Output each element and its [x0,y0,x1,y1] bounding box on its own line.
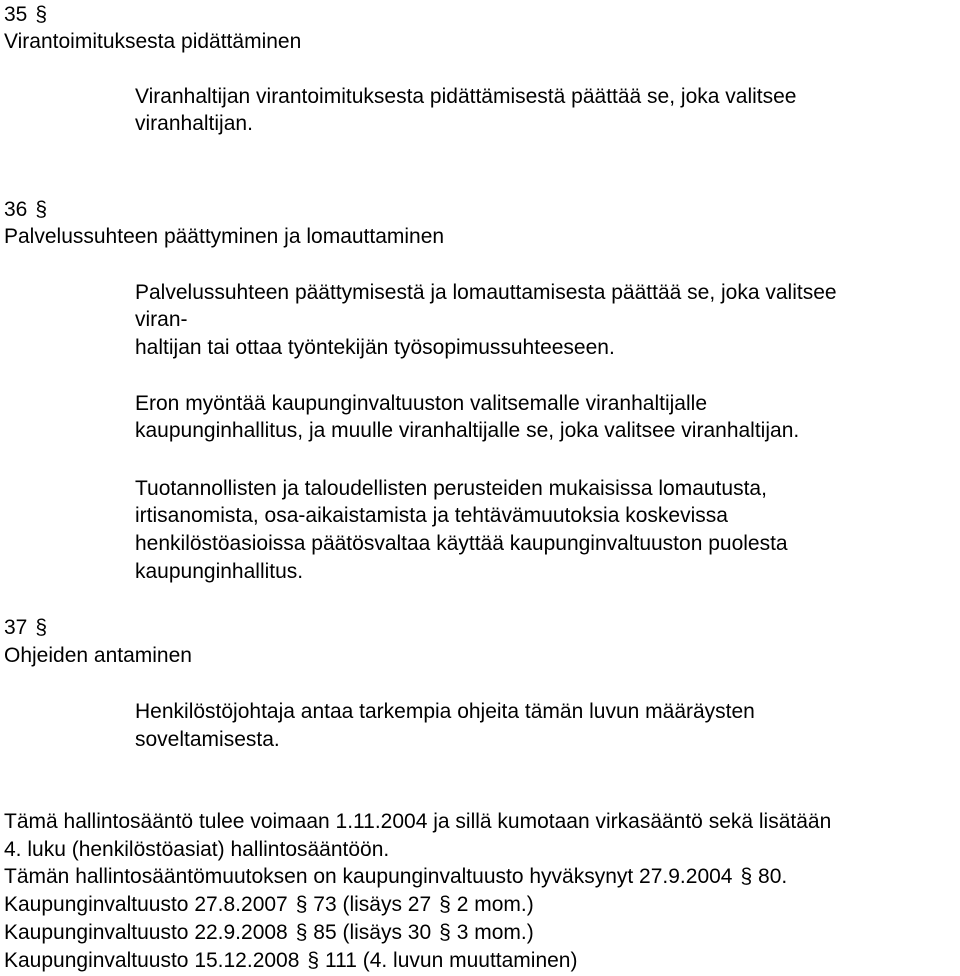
history-line [4,890,534,919]
section-36-paragraph-1-line: haltijan tai ottaa työntekijän työsopimussuhteeseen. [135,336,615,359]
section-35-paragraph-line: viranhaltijan. [135,112,253,135]
history-text: Kaupunginvaltuusto 15.12.2008 [4,949,300,972]
section-symbol: § [740,865,753,888]
section-symbol: § [439,893,451,916]
section-37-paragraph-line: Henkilöstöjohtaja antaa tarkempia ohjeita tämän luvun määräysten [135,700,755,723]
section-symbol: § [35,616,48,639]
history-text: 111 (4. luvun muuttaminen) [324,949,578,972]
section-37-heading [4,613,47,642]
history-text: 2 mom.) [456,893,534,916]
section-36-paragraph-3-line: kaupunginhallitus. [135,560,304,583]
effective-date-line: Tämä hallintosääntö tulee voimaan 1.11.2004 ja sillä kumotaan virkasääntö sekä lisätään [4,810,832,833]
history-text: 3 mom.) [456,921,534,944]
section-36-paragraph-1-line: viran- [135,308,188,331]
section-symbol: § [295,893,308,916]
section-36-paragraph-3-line: Tuotannollisten ja taloudellisten perusteiden mukaisissa lomautusta, [135,477,767,500]
section-37-paragraph-line: soveltamisesta. [135,728,280,751]
history-text: Kaupunginvaltuusto 27.8.2007 [4,893,288,916]
section-36-title: Palvelussuhteen päättyminen ja lomauttaminen [4,225,445,248]
section-37-number: 37 [4,616,28,639]
section-35-paragraph-line: Viranhaltijan virantoimituksesta pidättämisestä päättää se, joka valitsee [135,85,797,108]
section-35-number: 35 [4,3,28,26]
section-symbol: § [295,921,308,944]
section-36-paragraph-2-line: kaupunginhallitus, ja muulle viranhaltijalle se, joka valitsee viranhaltijan. [135,419,800,442]
effective-date-line: 4. luku (henkilöstöasiat) hallintosääntöön. [4,838,390,861]
section-36-heading [4,195,47,224]
section-symbol: § [307,949,320,972]
history-line [4,918,534,947]
amendment-number: 80. [758,865,788,888]
section-35-heading [4,0,47,29]
history-text: Kaupunginvaltuusto 22.9.2008 [4,921,288,944]
section-36-paragraph-2-line: Eron myöntää kaupunginvaltuuston valitsemalle viranhaltijalle [135,392,707,415]
amendment-text: Tämän hallintosääntömuutoksen on kaupunginvaltuusto hyväksynyt 27.9.2004 [4,865,733,888]
section-symbol: § [35,198,48,221]
section-36-paragraph-1-line: Palvelussuhteen päättymisestä ja lomauttamisesta päättää se, joka valitsee [135,281,837,304]
section-35-title: Virantoimituksesta pidättäminen [4,30,302,53]
section-symbol: § [439,921,451,944]
section-symbol: § [35,3,48,26]
section-36-paragraph-3-line: irtisanomista, osa-aikaistamista ja tehtävämuutoksia koskevissa [135,504,728,527]
history-text: 73 (lisäys 27 [313,893,432,916]
section-36-number: 36 [4,198,28,221]
section-37-title: Ohjeiden antaminen [4,644,192,667]
section-36-paragraph-3-line: henkilöstöasioissa päätösvaltaa käyttää kaupunginvaltuuston puolesta [135,532,788,555]
history-line [4,946,577,975]
amendment-line [4,862,787,891]
history-text: 85 (lisäys 30 [313,921,432,944]
